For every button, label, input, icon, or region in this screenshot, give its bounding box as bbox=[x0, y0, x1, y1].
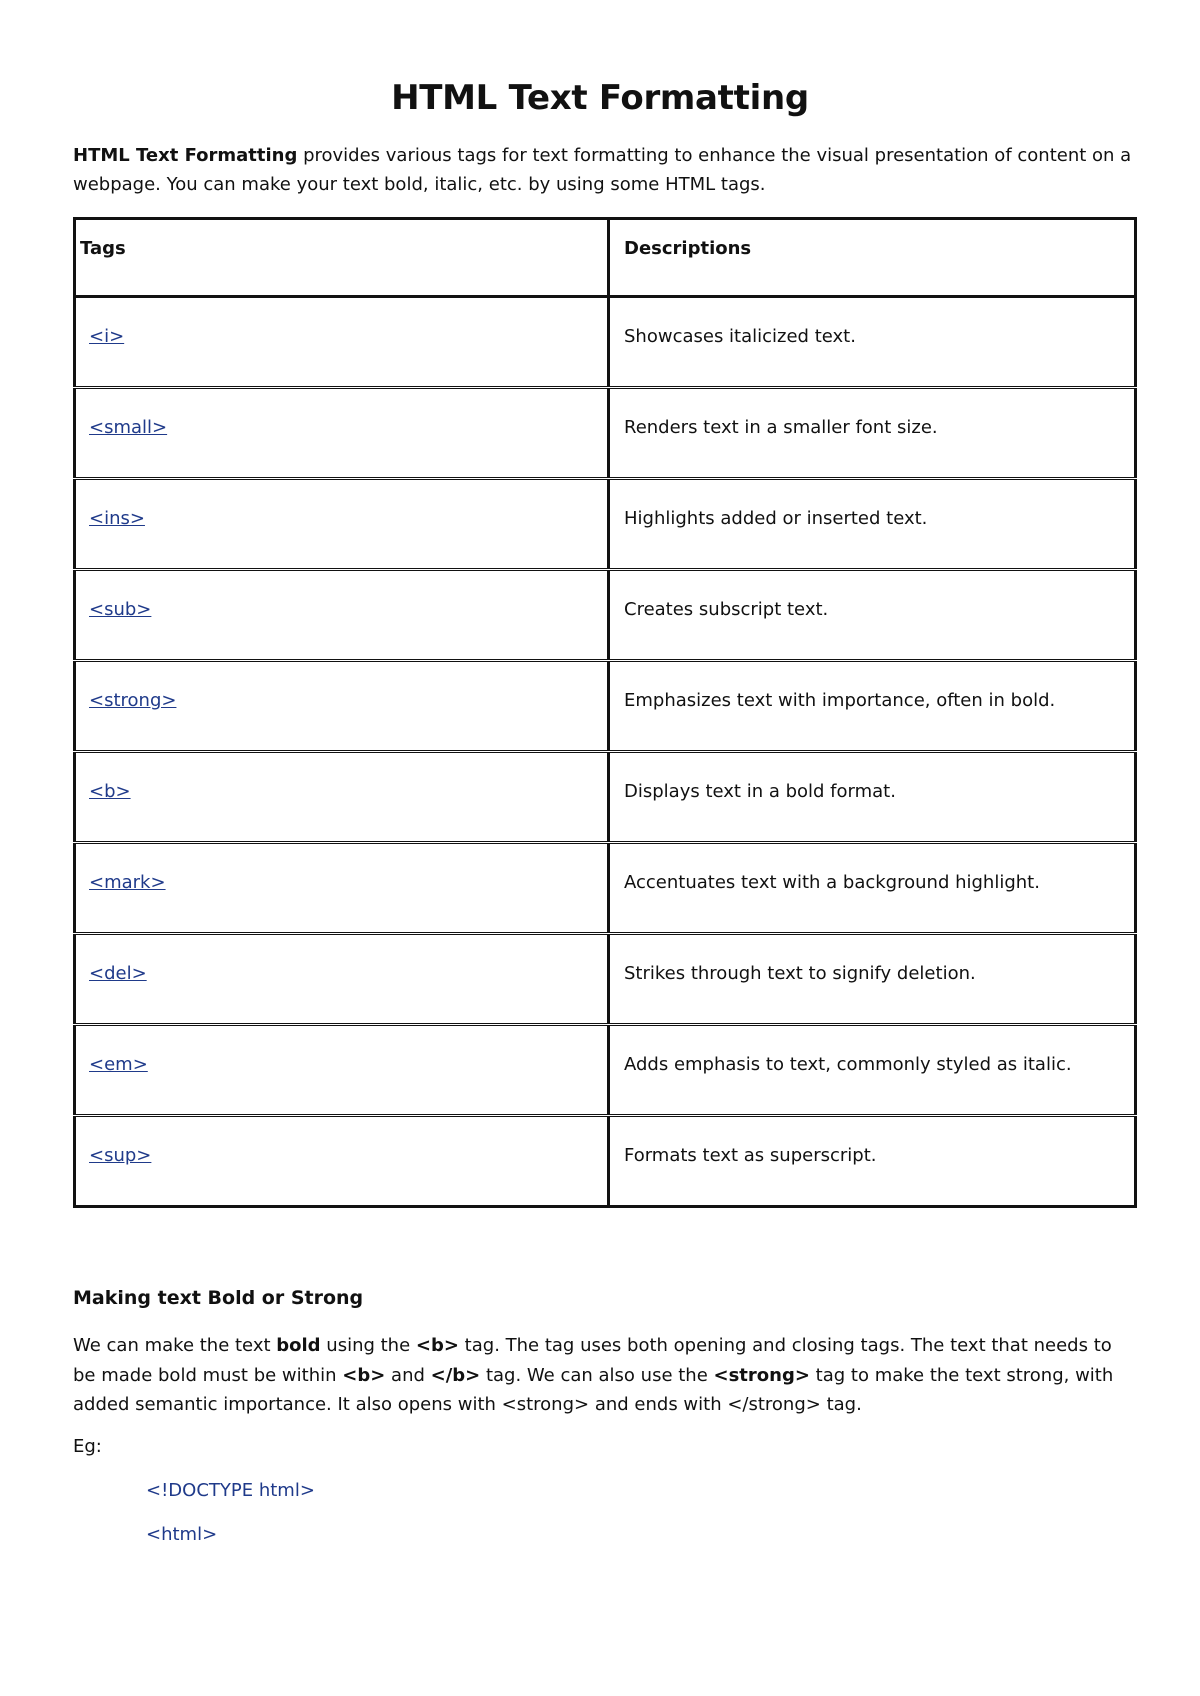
section-paragraph: We can make the text bold using the <b> tag. The tag uses both opening and closing tags. The text that needs to be made bold must be within <b> and </b> tag. We can also use the <strong> tag to make the text strong, with added semantic importance. It also opens with <strong> and ends with </strong> tag. bbox=[73, 1335, 1114, 1415]
table-row bbox=[75, 934, 1136, 1025]
table-row bbox=[75, 388, 1136, 479]
header-descriptions: Descriptions bbox=[609, 219, 1136, 297]
description-cell: Emphasizes text with importance, often in bold. bbox=[609, 661, 1136, 752]
description-cell: Formats text as superscript. bbox=[609, 1116, 1136, 1207]
example-label: Eg: bbox=[73, 1436, 102, 1457]
description-cell: Adds emphasis to text, commonly styled as italic. bbox=[609, 1025, 1136, 1116]
tag-cell bbox=[75, 1116, 609, 1207]
description-cell: Strikes through text to signify deletion. bbox=[609, 934, 1136, 1025]
intro-paragraph bbox=[73, 141, 1133, 199]
description-cell: Renders text in a smaller font size. bbox=[609, 388, 1136, 479]
description-cell: Showcases italicized text. bbox=[609, 297, 1136, 388]
section-heading: Making text Bold or Strong bbox=[73, 1287, 364, 1309]
tag-link-sub[interactable]: <sub> bbox=[89, 599, 152, 620]
table-row bbox=[75, 570, 1136, 661]
description-cell: Displays text in a bold format. bbox=[609, 752, 1136, 843]
tag-link-ins[interactable]: <ins> bbox=[89, 508, 145, 529]
tags-table bbox=[73, 217, 1137, 1208]
tag-cell bbox=[75, 752, 609, 843]
description-cell: Accentuates text with a background highlight. bbox=[609, 843, 1136, 934]
tag-cell bbox=[75, 661, 609, 752]
table-row bbox=[75, 843, 1136, 934]
intro-text: provides various tags for text formatting to enhance the visual presentation of content on a webpage. You can make your text bold, italic, etc. by using some HTML tags. bbox=[73, 145, 1132, 195]
page-title: HTML Text Formatting bbox=[391, 78, 809, 118]
tag-link-i[interactable]: <i> bbox=[89, 326, 125, 347]
intro-lead: HTML Text Formatting bbox=[73, 145, 298, 166]
tag-cell bbox=[75, 570, 609, 661]
description-cell: Creates subscript text. bbox=[609, 570, 1136, 661]
table-header-row bbox=[75, 219, 1136, 297]
tag-link-em[interactable]: <em> bbox=[89, 1054, 148, 1075]
tag-cell bbox=[75, 297, 609, 388]
tag-link-strong[interactable]: <strong> bbox=[89, 690, 177, 711]
header-tags: Tags bbox=[75, 219, 609, 297]
tag-cell bbox=[75, 843, 609, 934]
table-row bbox=[75, 752, 1136, 843]
table-row bbox=[75, 661, 1136, 752]
tag-link-b[interactable]: <b> bbox=[89, 781, 131, 802]
code-line: <html> bbox=[146, 1524, 218, 1545]
tag-link-small[interactable]: <small> bbox=[89, 417, 168, 438]
tag-cell bbox=[75, 934, 609, 1025]
tag-cell bbox=[75, 1025, 609, 1116]
code-line: <!DOCTYPE html> bbox=[146, 1480, 315, 1501]
tag-link-sup[interactable]: <sup> bbox=[89, 1145, 152, 1166]
description-cell: Highlights added or inserted text. bbox=[609, 479, 1136, 570]
tag-link-del[interactable]: <del> bbox=[89, 963, 147, 984]
table-row bbox=[75, 1116, 1136, 1207]
tag-cell bbox=[75, 479, 609, 570]
table-row bbox=[75, 1025, 1136, 1116]
table-row bbox=[75, 479, 1136, 570]
table-row bbox=[75, 297, 1136, 388]
tag-cell bbox=[75, 388, 609, 479]
tag-link-mark[interactable]: <mark> bbox=[89, 872, 166, 893]
